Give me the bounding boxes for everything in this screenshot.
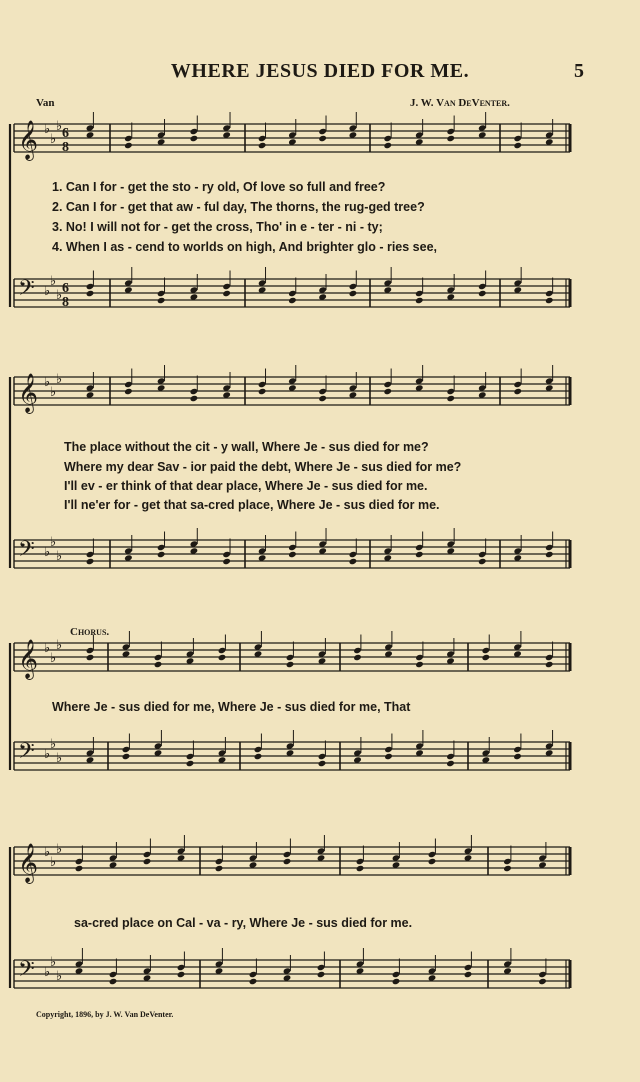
treble-clef-icon: 𝄞 bbox=[18, 373, 39, 413]
note-head bbox=[286, 661, 295, 668]
verse-line-5: The place without the cit - y wall, Where Je - sus died for me? bbox=[64, 440, 429, 454]
note-head bbox=[545, 297, 554, 304]
note-head bbox=[545, 661, 554, 668]
note-head bbox=[154, 661, 163, 668]
time-signature: 6 bbox=[62, 126, 69, 141]
note-head bbox=[318, 135, 327, 142]
note-head bbox=[124, 142, 133, 149]
time-signature: 6 bbox=[62, 281, 69, 296]
flat-icon: ♭ bbox=[50, 651, 57, 666]
note-head bbox=[513, 753, 522, 760]
page-number: 5 bbox=[574, 60, 584, 82]
verse-line-1: 1. Can I for - get the sto - ry old, Of love so full and free? bbox=[52, 180, 386, 194]
bass-clef-icon: 𝄢 bbox=[18, 537, 35, 567]
bass-clef-icon: 𝄢 bbox=[18, 957, 35, 987]
note-head bbox=[428, 858, 437, 865]
flat-icon: ♭ bbox=[44, 545, 51, 560]
flat-icon: ♭ bbox=[56, 549, 63, 564]
composer-credit: J. W. Van DeVenter. bbox=[410, 97, 510, 109]
bass-clef-icon: 𝄢 bbox=[18, 276, 35, 306]
note-head bbox=[222, 290, 231, 297]
note-head bbox=[446, 135, 455, 142]
note-head bbox=[124, 388, 133, 395]
copyright-notice: Copyright, 1896, by J. W. Van DeVenter. bbox=[36, 1010, 174, 1019]
flat-icon: ♭ bbox=[56, 751, 63, 766]
verse-line-3: 3. No! I will not for - get the cross, Tho' in e - ter - ni - ty; bbox=[52, 220, 383, 234]
note-head bbox=[356, 865, 365, 872]
verse-line-7: I'll ev - er think of that dear place, Where Je - sus died for me. bbox=[64, 479, 428, 493]
verse-line-2: 2. Can I for - get that aw - ful day, The thorns, the rug-ged tree? bbox=[52, 200, 425, 214]
note-head bbox=[249, 978, 258, 985]
flat-icon: ♭ bbox=[56, 638, 63, 653]
note-head bbox=[383, 388, 392, 395]
note-head bbox=[415, 551, 424, 558]
note-head bbox=[383, 142, 392, 149]
note-head bbox=[478, 290, 487, 297]
verse-line-6: Where my dear Sav - ior paid the debt, Where Je - sus died for me? bbox=[64, 460, 462, 474]
flat-icon: ♭ bbox=[50, 132, 57, 147]
flat-icon: ♭ bbox=[44, 284, 51, 299]
note-head bbox=[186, 760, 195, 767]
note-head bbox=[392, 978, 401, 985]
flat-icon: ♭ bbox=[44, 641, 51, 656]
chorus-line-1: Where Je - sus died for me, Where Je - sus died for me, That bbox=[52, 700, 411, 714]
flat-icon: ♭ bbox=[44, 845, 51, 860]
treble-clef-icon: 𝄞 bbox=[18, 843, 39, 883]
flat-icon: ♭ bbox=[50, 385, 57, 400]
note-head bbox=[288, 551, 297, 558]
note-head bbox=[446, 395, 455, 402]
note-head bbox=[157, 297, 166, 304]
note-head bbox=[353, 654, 362, 661]
note-head bbox=[86, 654, 95, 661]
note-head bbox=[258, 388, 267, 395]
flat-icon: ♭ bbox=[50, 535, 57, 550]
note-head bbox=[258, 142, 267, 149]
note-head bbox=[415, 297, 424, 304]
chorus-label: Chorus. bbox=[70, 626, 110, 638]
verse-line-4: 4. When I as - cend to worlds on high, And brighter glo - ries see, bbox=[52, 240, 437, 254]
bass-clef-icon: 𝄢 bbox=[18, 739, 35, 769]
note-head bbox=[218, 654, 227, 661]
note-head bbox=[190, 135, 199, 142]
flat-icon: ♭ bbox=[56, 969, 63, 984]
note-head bbox=[122, 753, 131, 760]
note-head bbox=[86, 290, 95, 297]
flat-icon: ♭ bbox=[50, 737, 57, 752]
note-head bbox=[177, 971, 186, 978]
note-head bbox=[545, 551, 554, 558]
time-signature: 8 bbox=[62, 140, 69, 155]
flat-icon: ♭ bbox=[44, 747, 51, 762]
note-head bbox=[318, 760, 327, 767]
note-head bbox=[109, 978, 118, 985]
note-head bbox=[190, 395, 199, 402]
note-head bbox=[143, 858, 152, 865]
note-head bbox=[283, 858, 292, 865]
note-head bbox=[446, 760, 455, 767]
note-head bbox=[464, 971, 473, 978]
note-head bbox=[415, 661, 424, 668]
chorus-line-2: sa-cred place on Cal - va - ry, Where Je - sus died for me. bbox=[74, 916, 413, 930]
flat-icon: ♭ bbox=[50, 274, 57, 289]
note-head bbox=[157, 551, 166, 558]
note-head bbox=[513, 142, 522, 149]
verse-line-8: I'll ne'er for - get that sa-cred place, Where Je - sus died for me. bbox=[64, 498, 440, 512]
note-head bbox=[349, 558, 358, 565]
note-head bbox=[318, 395, 327, 402]
note-head bbox=[222, 558, 231, 565]
flat-icon: ♭ bbox=[50, 955, 57, 970]
flat-icon: ♭ bbox=[44, 375, 51, 390]
note-head bbox=[86, 558, 95, 565]
note-head bbox=[75, 865, 84, 872]
note-head bbox=[288, 297, 297, 304]
flat-icon: ♭ bbox=[56, 372, 63, 387]
flat-icon: ♭ bbox=[56, 288, 63, 303]
hymn-title: WHERE JESUS DIED FOR ME. bbox=[170, 60, 470, 82]
flat-icon: ♭ bbox=[56, 842, 63, 857]
note-head bbox=[513, 388, 522, 395]
flat-icon: ♭ bbox=[56, 119, 63, 134]
tune-name: Van bbox=[36, 97, 55, 109]
treble-clef-icon: 𝄞 bbox=[18, 120, 39, 160]
note-head bbox=[482, 654, 491, 661]
note-head bbox=[384, 753, 393, 760]
note-head bbox=[317, 971, 326, 978]
flat-icon: ♭ bbox=[44, 965, 51, 980]
note-head bbox=[478, 558, 487, 565]
treble-clef-icon: 𝄞 bbox=[18, 639, 39, 679]
time-signature: 8 bbox=[62, 295, 69, 310]
note-head bbox=[349, 290, 358, 297]
flat-icon: ♭ bbox=[50, 855, 57, 870]
note-head bbox=[538, 978, 547, 985]
note-head bbox=[215, 865, 224, 872]
note-head bbox=[254, 753, 263, 760]
flat-icon: ♭ bbox=[44, 122, 51, 137]
note-head bbox=[503, 865, 512, 872]
